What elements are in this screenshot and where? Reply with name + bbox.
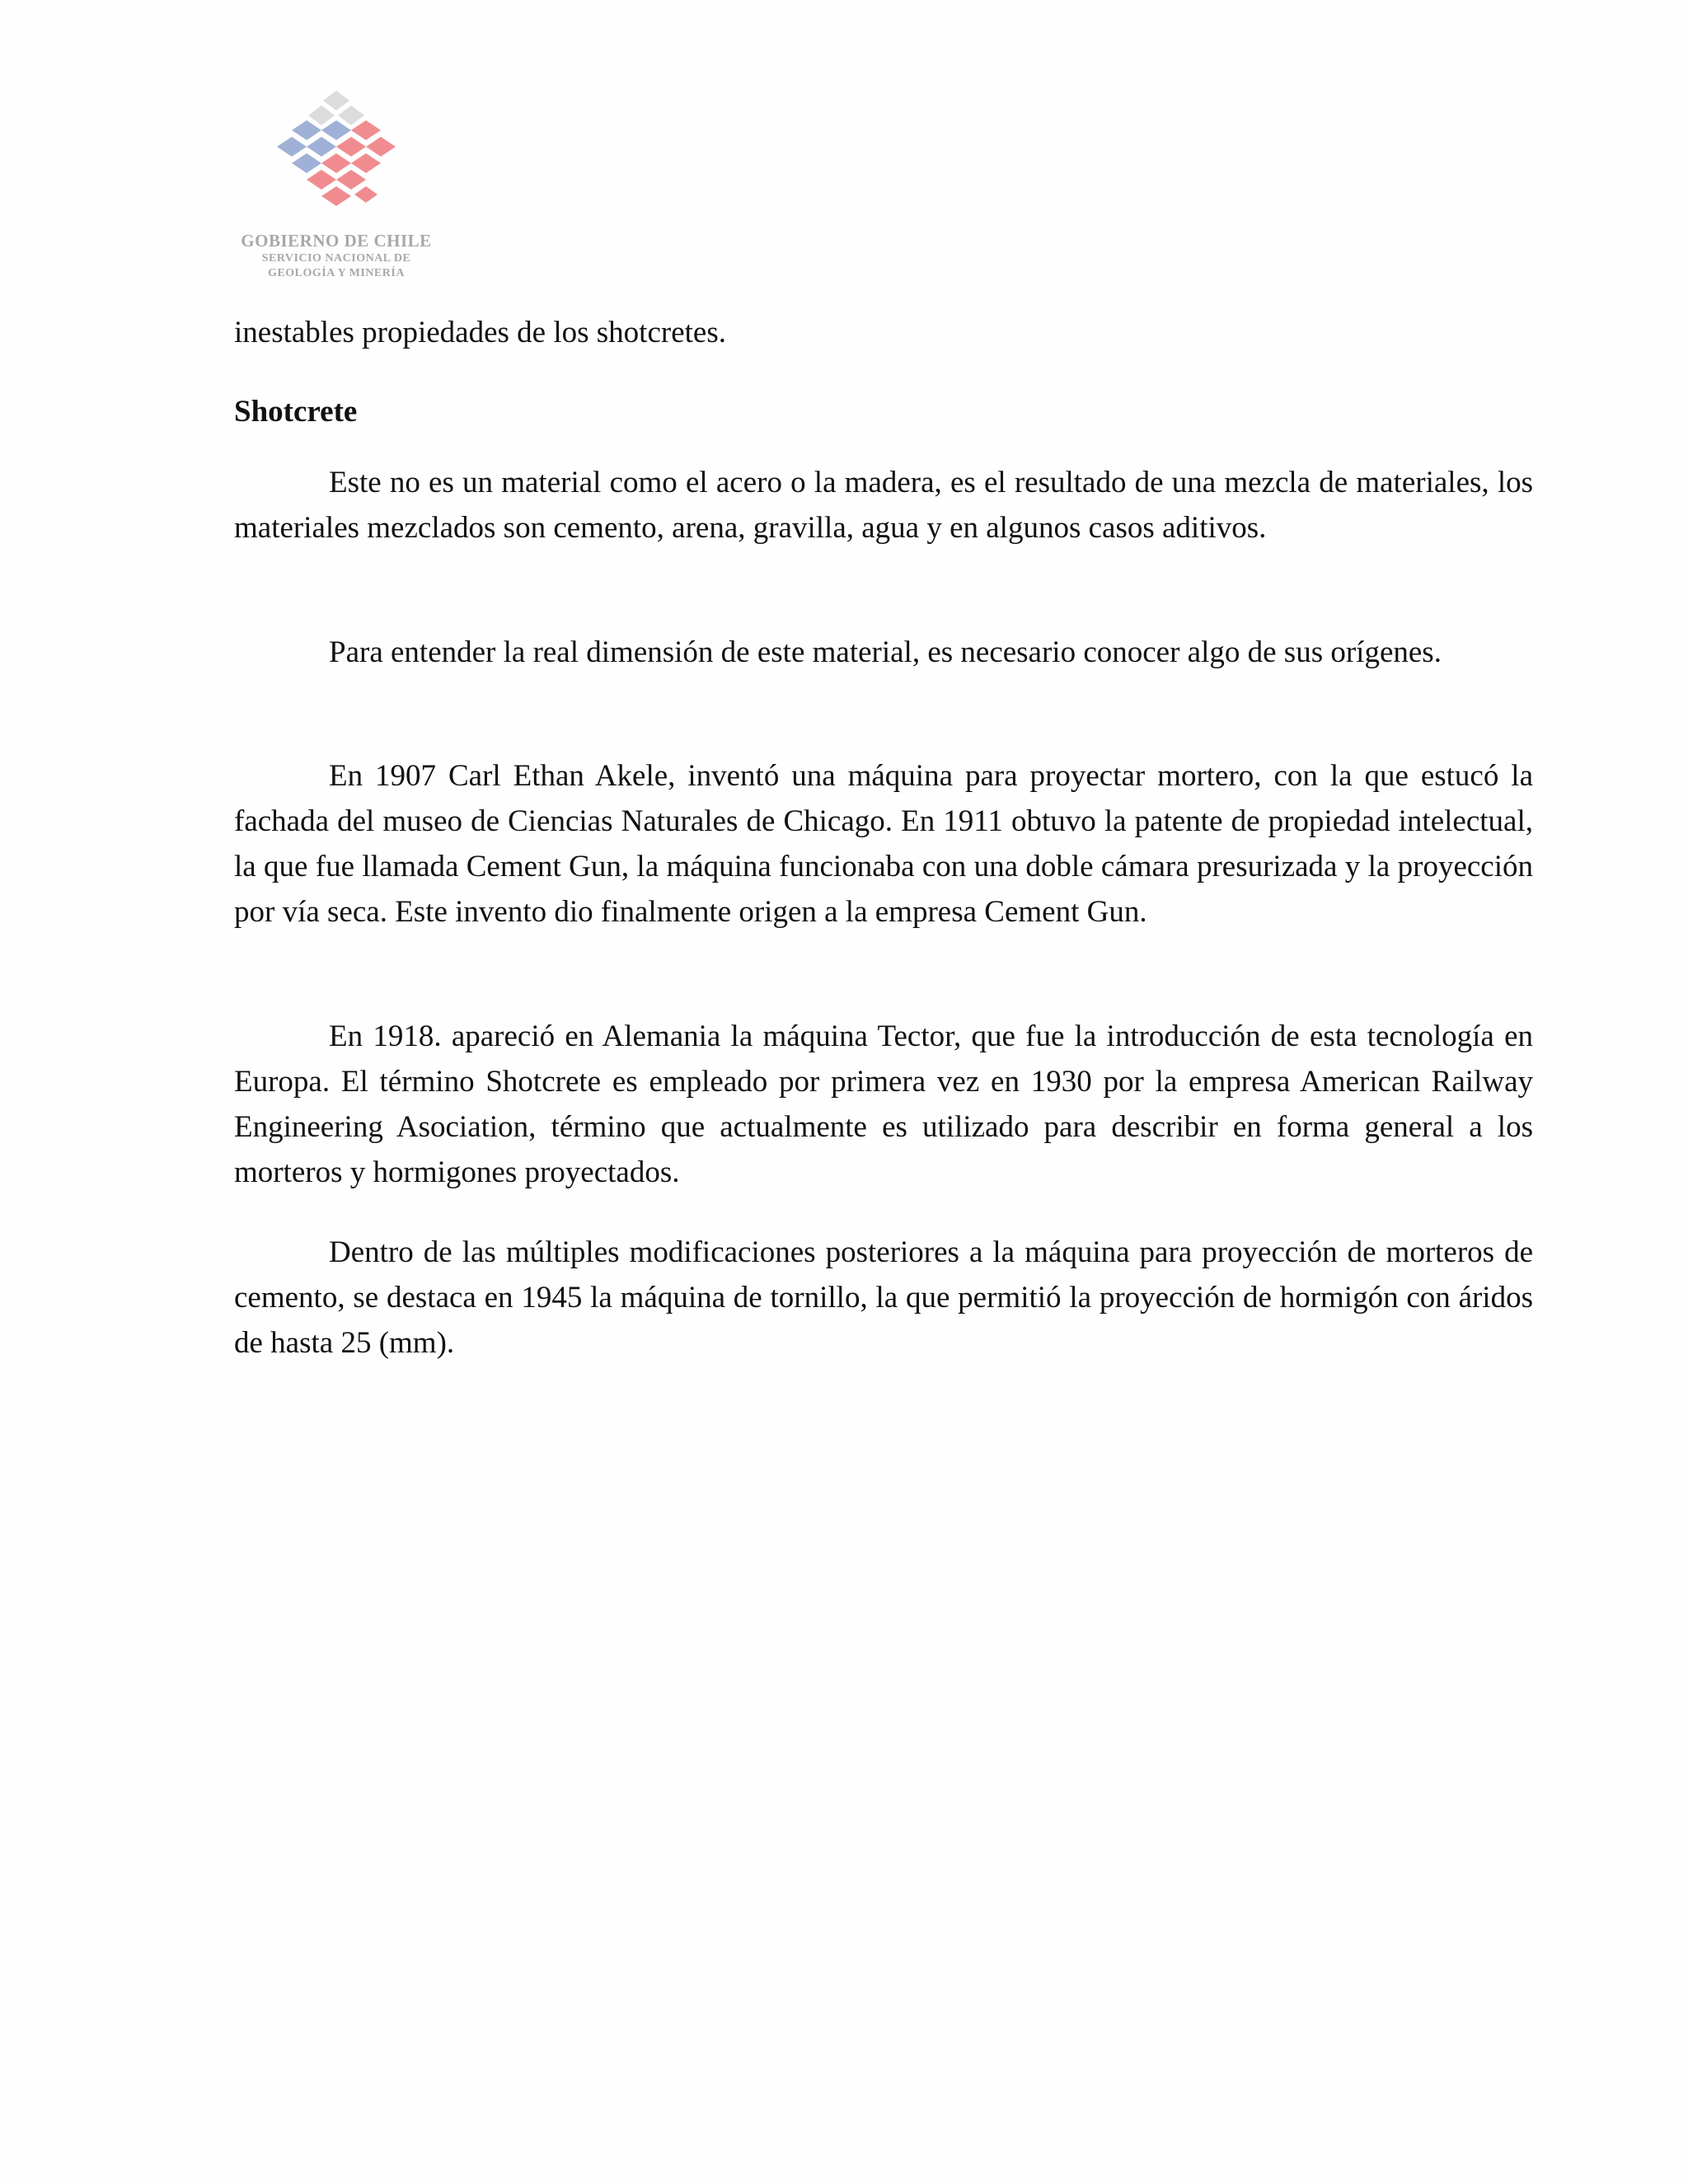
paragraph: En 1918. apareció en Alemania la máquina Tector, que fue la introducción de esta tecnología en Europa. El término Shotcrete es empleado por primera vez en 1930 por la empresa American Railway Engineering Asociation, término que actualmente es utilizado para describir en forma general a los morteros y hormigones proyectados. <box>234 1019 1533 1189</box>
logo-subtitle-line1: SERVICIO NACIONAL DE <box>261 252 411 265</box>
logo-title: GOBIERNO DE CHILE <box>241 231 432 251</box>
paragraph: Este no es un material como el acero o la madera, es el resultado de una mezcla de materiales, los materiales mezclados son cemento, arena, gravilla, agua y en algunos casos aditivos. <box>234 466 1533 545</box>
paragraph: Dentro de las múltiples modificaciones posteriores a la máquina para proyección de morteros de cemento, se destaca en 1945 la máquina de tornillo, la que permitió la proyección de hormigón con áridos de hasta 25 (mm). <box>234 1235 1533 1360</box>
section-heading: Shotcrete <box>234 395 358 429</box>
paragraph: En 1907 Carl Ethan Akele, inventó una máquina para proyectar mortero, con la que estucó la fachada del museo de Ciencias Naturales de Chicago. En 1911 obtuvo la patente de propiedad intelectual, la que fue llamada Cement Gun, la máquina funcionaba con una doble cámara presurizada y la proyección por vía seca. Este invento dio finalmente origen a la empresa Cement Gun. <box>234 759 1533 929</box>
logo-subtitle-line2: GEOLOGÍA Y MINERÍA <box>268 267 405 279</box>
logo-emblem-icon <box>262 89 410 229</box>
paragraph: Para entender la real dimensión de este material, es necesario conocer algo de sus orígenes. <box>329 635 1442 669</box>
gobierno-de-chile-logo <box>233 89 439 287</box>
continuation-text: inestables propiedades de los shotcretes. <box>234 316 726 349</box>
